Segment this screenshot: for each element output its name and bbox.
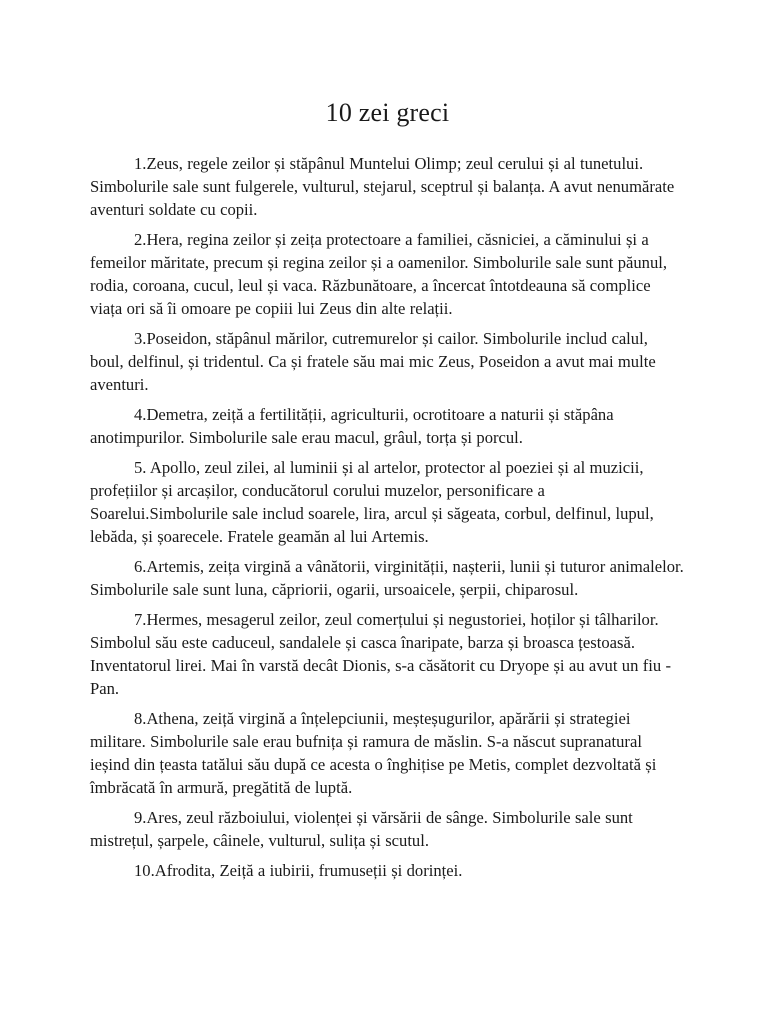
paragraph-hermes: 7.Hermes, mesagerul zeilor, zeul comerțului și negustoriei, hoților și tâlharilor. Simbolul său este caduceul, sandalele și casca înaripate, barza și broasca țestoasă. Inventatorul lirei. Mai în varstă decât Dionis, s-a căsătorit cu Dryope și au avut un fiu - Pan. — [90, 610, 672, 698]
paragraph-zeus: 1.Zeus, regele zeilor și stăpânul Muntelui Olimp; zeul cerului și al tunetului. Simbolurile sale sunt fulgerele, vulturul, stejarul, sceptrul și balanța. A avut nenumărate aventuri soldate cu copii. — [90, 154, 675, 219]
document-title: 10 zei greci — [325, 98, 450, 127]
paragraph-poseidon: 3.Poseidon, stăpânul mărilor, cutremurelor și cailor. Simbolurile includ calul, boul, delfinul, și tridentul. Ca și fratele său mai mic Zeus, Poseidon a avut mai multe aventuri. — [90, 329, 656, 394]
paragraph-athena: 8.Athena, zeiță virgină a înțelepciunii, meșteșugurilor, apărării și strategiei militare. Simbolurile sale erau bufnița și ramura de măslin. S-a născut supranatural ieșind din țeasta tatălui său după ce acesta o înghițise pe Metis, complet dezvoltată și îmbrăcată în armură, pregătită de luptă. — [90, 709, 657, 797]
paragraph-hera: 2.Hera, regina zeilor și zeița protectoare a familiei, căsniciei, a căminului și a femeilor măritate, precum și regina zeilor și a oamenilor. Simbolurile sale sunt păunul, rodia, coroana, cucul, leul și vaca. Răzbunătoare, a încercat întotdeauna să complice viața ori să îi omoare pe copiii lui Zeus din alte relații. — [90, 230, 668, 318]
document-body — [90, 152, 685, 882]
paragraph-artemis: 6.Artemis, zeița virgină a vânătorii, virginității, nașterii, lunii și tuturor animalelor. Simbolurile sale sunt luna, căpriorii, ogarii, ursoaicele, șerpii, chiparosul. — [90, 557, 684, 599]
paragraph-afrodita: 10.Afrodita, Zeiță a iubirii, frumuseții și dorinței. — [134, 861, 463, 880]
paragraph-demetra: 4.Demetra, zeiță a fertilității, agriculturii, ocrotitoare a naturii și stăpâna anotimpurilor. Simbolurile sale erau macul, grâul, torța și porcul. — [90, 405, 614, 447]
paragraph-ares: 9.Ares, zeul războiului, violenței și vărsării de sânge. Simbolurile sale sunt mistrețul, șarpele, câinele, vulturul, sulița și scutul. — [90, 808, 633, 850]
paragraph-apollo: 5. Apollo, zeul zilei, al luminii și al artelor, protector al poeziei și al muzicii, profețiilor și arcașilor, conducătorul corului muzelor, personificare a Soarelui.Simbolurile sale includ soarele, lira, arcul și săgeata, corbul, delfinul, lupul, lebăda, și șoarecele. Fratele geamăn al lui Artemis. — [90, 458, 654, 546]
